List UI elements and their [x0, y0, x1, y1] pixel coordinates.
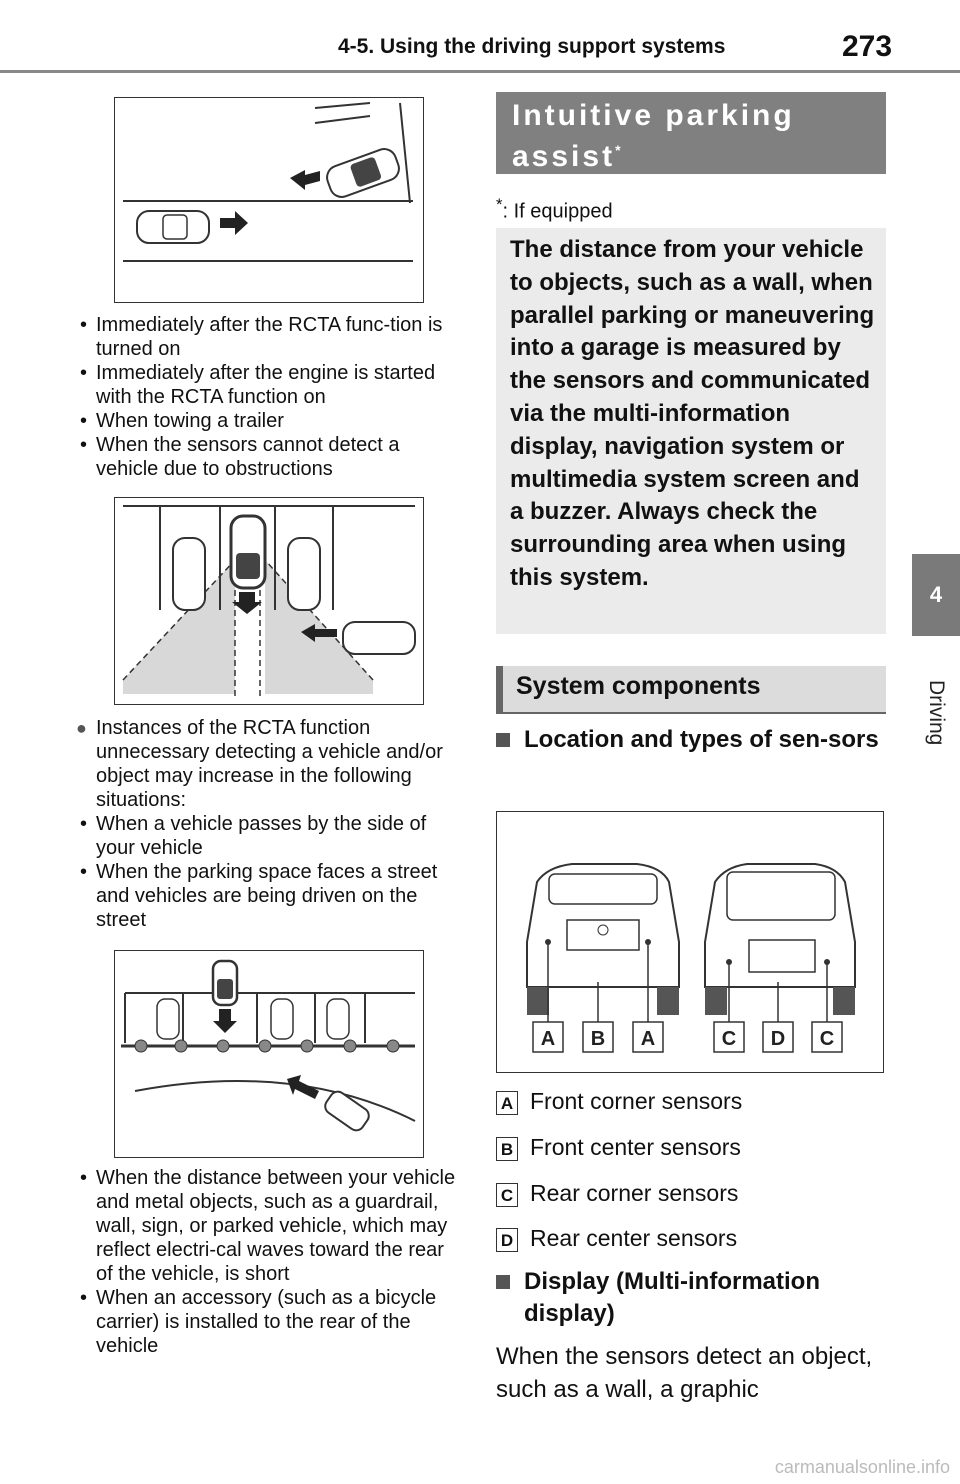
- section-title: [496, 92, 886, 174]
- sensor-label-a: A: [540, 1028, 556, 1050]
- legend-key: D: [496, 1228, 518, 1252]
- figure-sensor-locations: [496, 811, 884, 1073]
- running-header-section: 4-5. Using the driving support systems: [338, 35, 726, 58]
- rcta-limitations-list: [76, 313, 466, 481]
- legend-text: Front center sensors: [530, 1134, 741, 1160]
- figure-rcta-parking-lot: [114, 497, 424, 705]
- footnote-mark: *: [496, 195, 503, 214]
- figure-rcta-street: [114, 950, 424, 1158]
- sensor-label-d: D: [770, 1028, 786, 1050]
- rcta-diagram-1: [115, 98, 422, 301]
- legend-text: Rear corner sensors: [530, 1180, 739, 1206]
- sensor-label-b: B: [590, 1028, 606, 1050]
- legend-item: [496, 1134, 741, 1161]
- legend-item: [496, 1225, 737, 1252]
- instances-paragraph: [76, 716, 466, 812]
- watermark: carmanualsonline.info: [774, 1457, 950, 1477]
- sensor-location-diagram: [497, 812, 882, 1071]
- footnote: [496, 195, 613, 224]
- metal-objects-list: [76, 1166, 466, 1358]
- section-title-line1: Intuitive parking: [512, 99, 795, 132]
- body-paragraph: When the sensors detect an object, such as a wall, a graphic: [496, 1343, 873, 1403]
- heading-display: Display (Multi-information display): [496, 1266, 904, 1330]
- legend-text: Rear center sensors: [530, 1225, 738, 1251]
- section-title-mark: *: [615, 142, 621, 158]
- list-item: • When the parking space faces a street and vehicles are being driven on the street: [76, 860, 466, 932]
- section-title-line2: assist: [512, 140, 616, 173]
- figure-rcta-perpendicular: [114, 97, 424, 303]
- heading-sensor-location: Location and types of sen-sors: [496, 724, 904, 756]
- list-item: • Immediately after the engine is started with the RCTA function on: [76, 361, 466, 409]
- legend-key: C: [496, 1183, 518, 1207]
- legend-text: Front corner sensors: [530, 1088, 743, 1114]
- footnote-text: : If equipped: [502, 200, 613, 223]
- legend-item: [496, 1088, 742, 1115]
- subsection-header: System components: [496, 666, 886, 714]
- chapter-tab-label: Driving: [925, 680, 948, 746]
- intro-summary-box: The distance from your vehicle to objects, such as a wall, when parallel parking or maneuvering into a garage is measured by the sensors and communicated via the multi-information display, navigation system or multimedia system screen and a buzzer. Always check the surrounding area when using this system.: [496, 228, 886, 634]
- legend-key: A: [496, 1091, 518, 1115]
- legend-key: B: [496, 1137, 518, 1161]
- sensor-label-c: C: [721, 1028, 737, 1050]
- rcta-diagram-2: [115, 498, 422, 703]
- page-number: 273: [842, 30, 893, 63]
- chapter-tab-number: 4: [912, 554, 960, 636]
- list-item: • When towing a trailer: [76, 409, 466, 433]
- sensor-label-a: A: [640, 1028, 656, 1050]
- rcta-diagram-3: [115, 951, 422, 1156]
- sensor-label-c: C: [819, 1028, 835, 1050]
- legend-item: [496, 1180, 738, 1207]
- instances-list: [76, 812, 466, 932]
- instances-intro: Instances of the RCTA function unnecessary detecting a vehicle and/or object may increase in the following situations:: [96, 717, 443, 811]
- list-item: • When a vehicle passes by the side of your vehicle: [76, 812, 466, 860]
- list-item: • When the sensors cannot detect a vehicle due to obstructions: [76, 433, 466, 481]
- list-item: • When an accessory (such as a bicycle carrier) is installed to the rear of the vehicle: [76, 1286, 466, 1358]
- list-item: • Immediately after the RCTA func-tion is turned on: [76, 313, 466, 361]
- list-item: • When the distance between your vehicle and metal objects, such as a guardrail, wall, sign, or parked vehicle, which may reflect electri-cal waves toward the rear of the vehicle, is short: [76, 1166, 466, 1286]
- circle-bullet-icon: ●: [76, 718, 87, 738]
- header-rule: [0, 70, 960, 73]
